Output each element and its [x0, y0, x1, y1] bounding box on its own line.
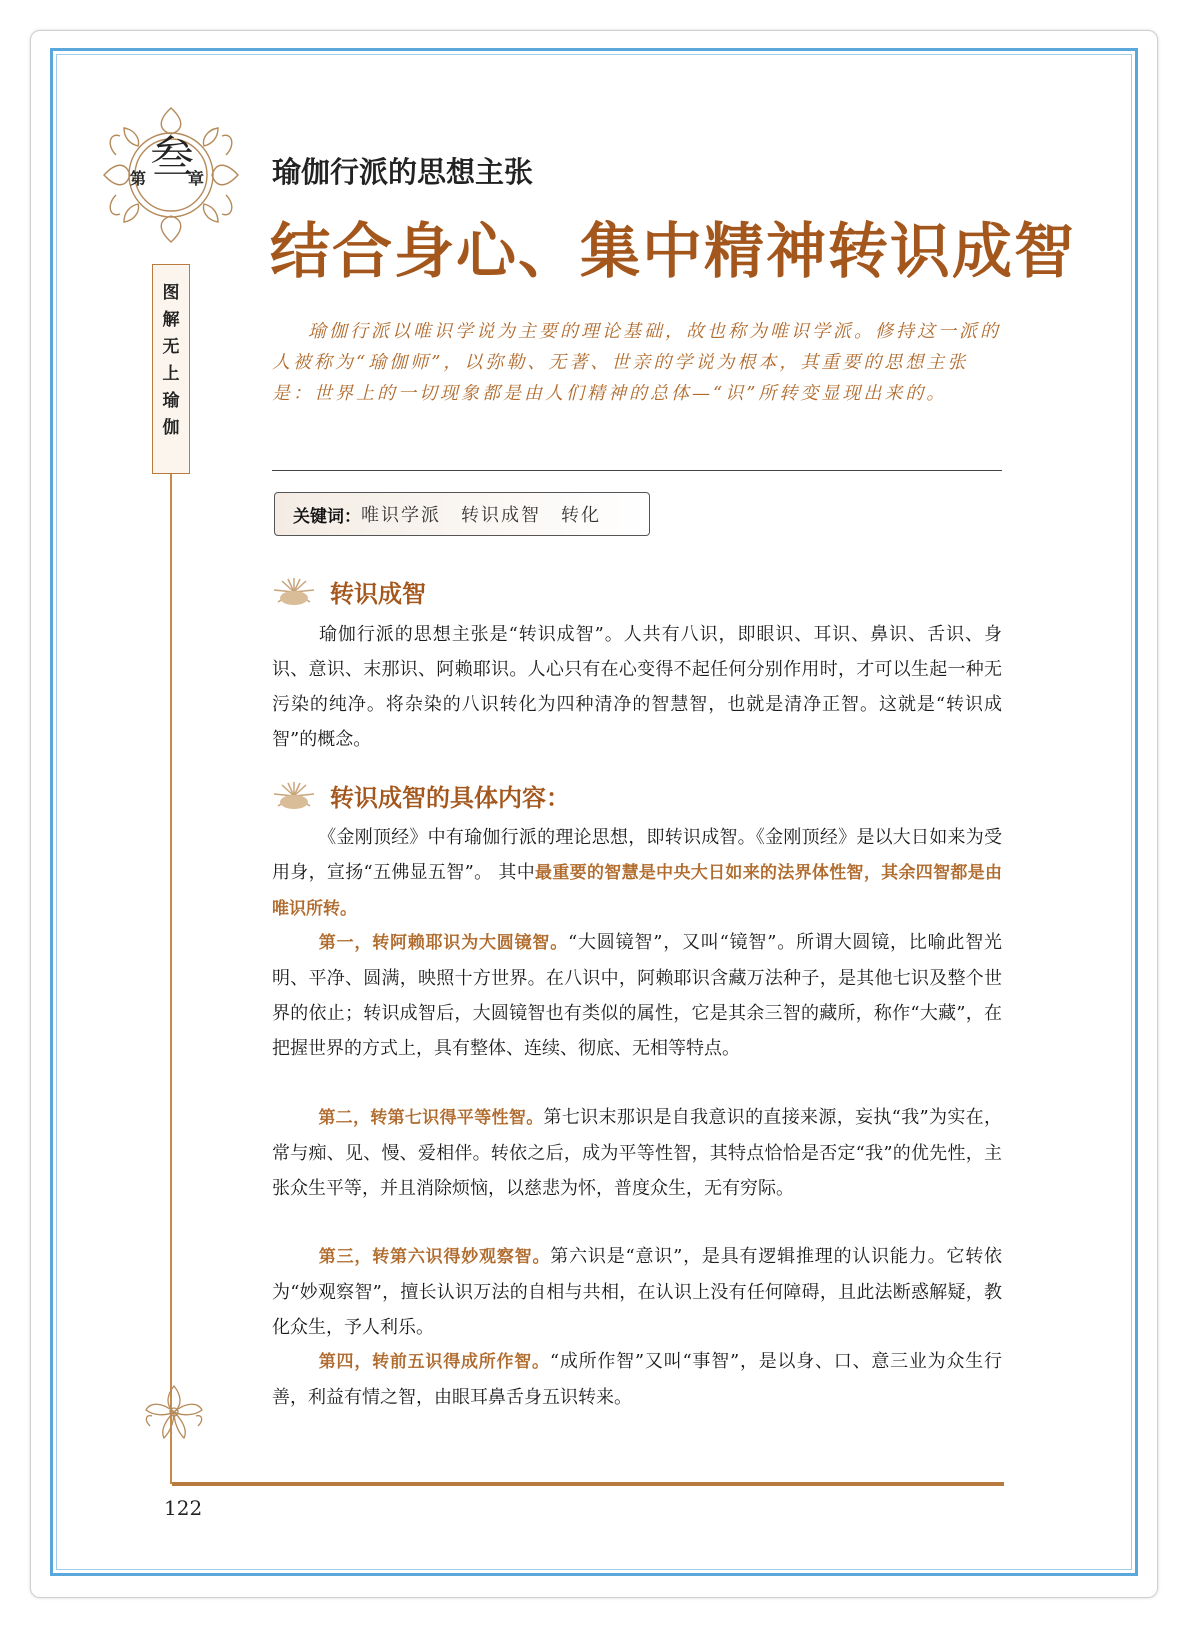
sunburst-icon — [272, 576, 316, 608]
chapter-suffix: 章 — [188, 169, 205, 188]
section2-para-2 — [272, 925, 1002, 1066]
spine-char: 瑜 — [162, 391, 180, 411]
highlight-text: 第一，转阿赖耶识为大圆镜智。 — [318, 933, 568, 953]
body-text: 第七识末那识是自我意识的直接来源，妄执“我”为实在，常与痴、见、慢、爱相伴。转依之后，成为平等性智，其特点恰恰是否定“我”的优先性，主张众生平等，并且消除烦恼，以慈悲为怀，普度众生，无有穷际。 — [272, 1107, 1003, 1199]
footer-rule — [172, 1482, 1004, 1486]
highlight-text: 最重要的智慧是中央大日如来的法界体性智，其余四智都是由唯识所转。 — [272, 863, 1003, 919]
body-text: 《金刚顶经》中有瑜伽行派的理论思想，即转识成智。《金刚顶经》是以大日如来为受用身，宣扬“五佛显五智”。 其中 — [272, 827, 1002, 883]
spine-char: 上 — [162, 364, 180, 384]
keyword-item: 转识成智 — [461, 505, 541, 526]
section-heading — [272, 778, 570, 813]
highlight-text: 第三，转第六识得妙观察智。 — [318, 1247, 551, 1267]
highlight-text: 第二，转第七识得平等性智。 — [318, 1108, 544, 1128]
keyword-label: 关键词： — [293, 506, 361, 527]
body-text: “大圆镜智”，又叫“镜智”。所谓大圆镜，比喻此智光明、平净、圆满，映照十方世界。在八识中，阿赖耶识含藏万法种子，是其他七识及整个世界的依止；转识成智后，大圆镜智也有类似的属性，它是其余三智的藏所，称作“大藏”，在把握世界的方式上，具有整体、连续、彻底、无相等特点。 — [272, 932, 1002, 1059]
keyword-item: 转化 — [561, 505, 601, 526]
chapter-prefix: 第 — [130, 169, 147, 188]
section-heading — [272, 574, 426, 609]
sunburst-icon — [272, 780, 316, 812]
body-text: 第六识是“意识”，是具有逻辑推理的认识能力。它转依为“妙观察智”，擅长认识万法的自相与共相，在认识上没有任何障碍，且此法断惑解疑，教化众生，予人利乐。 — [272, 1246, 1003, 1338]
section2-para-1 — [272, 820, 1002, 927]
section1-body — [272, 617, 1002, 757]
page-subtitle: 瑜伽行派的思想主张 — [272, 155, 534, 189]
keyword-item: 唯识学派 — [361, 505, 441, 526]
keyword-box — [274, 492, 650, 536]
divider — [272, 470, 1002, 471]
spine-char: 伽 — [162, 418, 180, 438]
lotus-ornament-icon — [140, 1380, 208, 1444]
highlight-text: 第四，转前五识得成所作智。 — [318, 1352, 550, 1372]
section-heading-text: 转识成智的具体内容： — [330, 784, 570, 812]
spine-label — [160, 280, 182, 442]
spine-char: 无 — [162, 337, 180, 357]
intro-paragraph: 瑜伽行派以唯识学说为主要的理论基础，故也称为唯识学派。修持这一派的人被称为“瑜伽师”，以弥勒、无著、世亲的学说为根本，其重要的思想主张是：世界上的一切现象都是由人们精神的总体—“识”所转变显现出来的。 — [272, 321, 1001, 404]
spine-char: 图 — [162, 283, 180, 303]
spine-char: 解 — [162, 310, 180, 330]
chapter-number: 叁 — [150, 132, 194, 183]
section2-para-4 — [272, 1239, 1002, 1345]
section2-para-3 — [272, 1100, 1002, 1206]
body-text: 瑜伽行派的思想主张是“转识成智”。人共有八识，即眼识、耳识、鼻识、舌识、身识、意识、末那识、阿赖耶识。人心只有在心变得不起任何分别作用时，才可以生起一种无污染的纯净。将杂染的八识转化为四种清净的智慧智，也就是清净正智。这就是“转识成智”的概念。 — [272, 624, 1002, 750]
spine-line — [170, 474, 172, 1484]
section2-para-5 — [272, 1344, 1002, 1415]
page-title: 结合身心、集中精神转识成智 — [270, 217, 1076, 287]
body-text: “成所作智”又叫“事智”，是以身、口、意三业为众生行善，利益有情之智，由眼耳鼻舌身五识转来。 — [272, 1351, 1003, 1408]
section-heading-text: 转识成智 — [330, 580, 426, 608]
page-number: 122 — [164, 1496, 203, 1520]
